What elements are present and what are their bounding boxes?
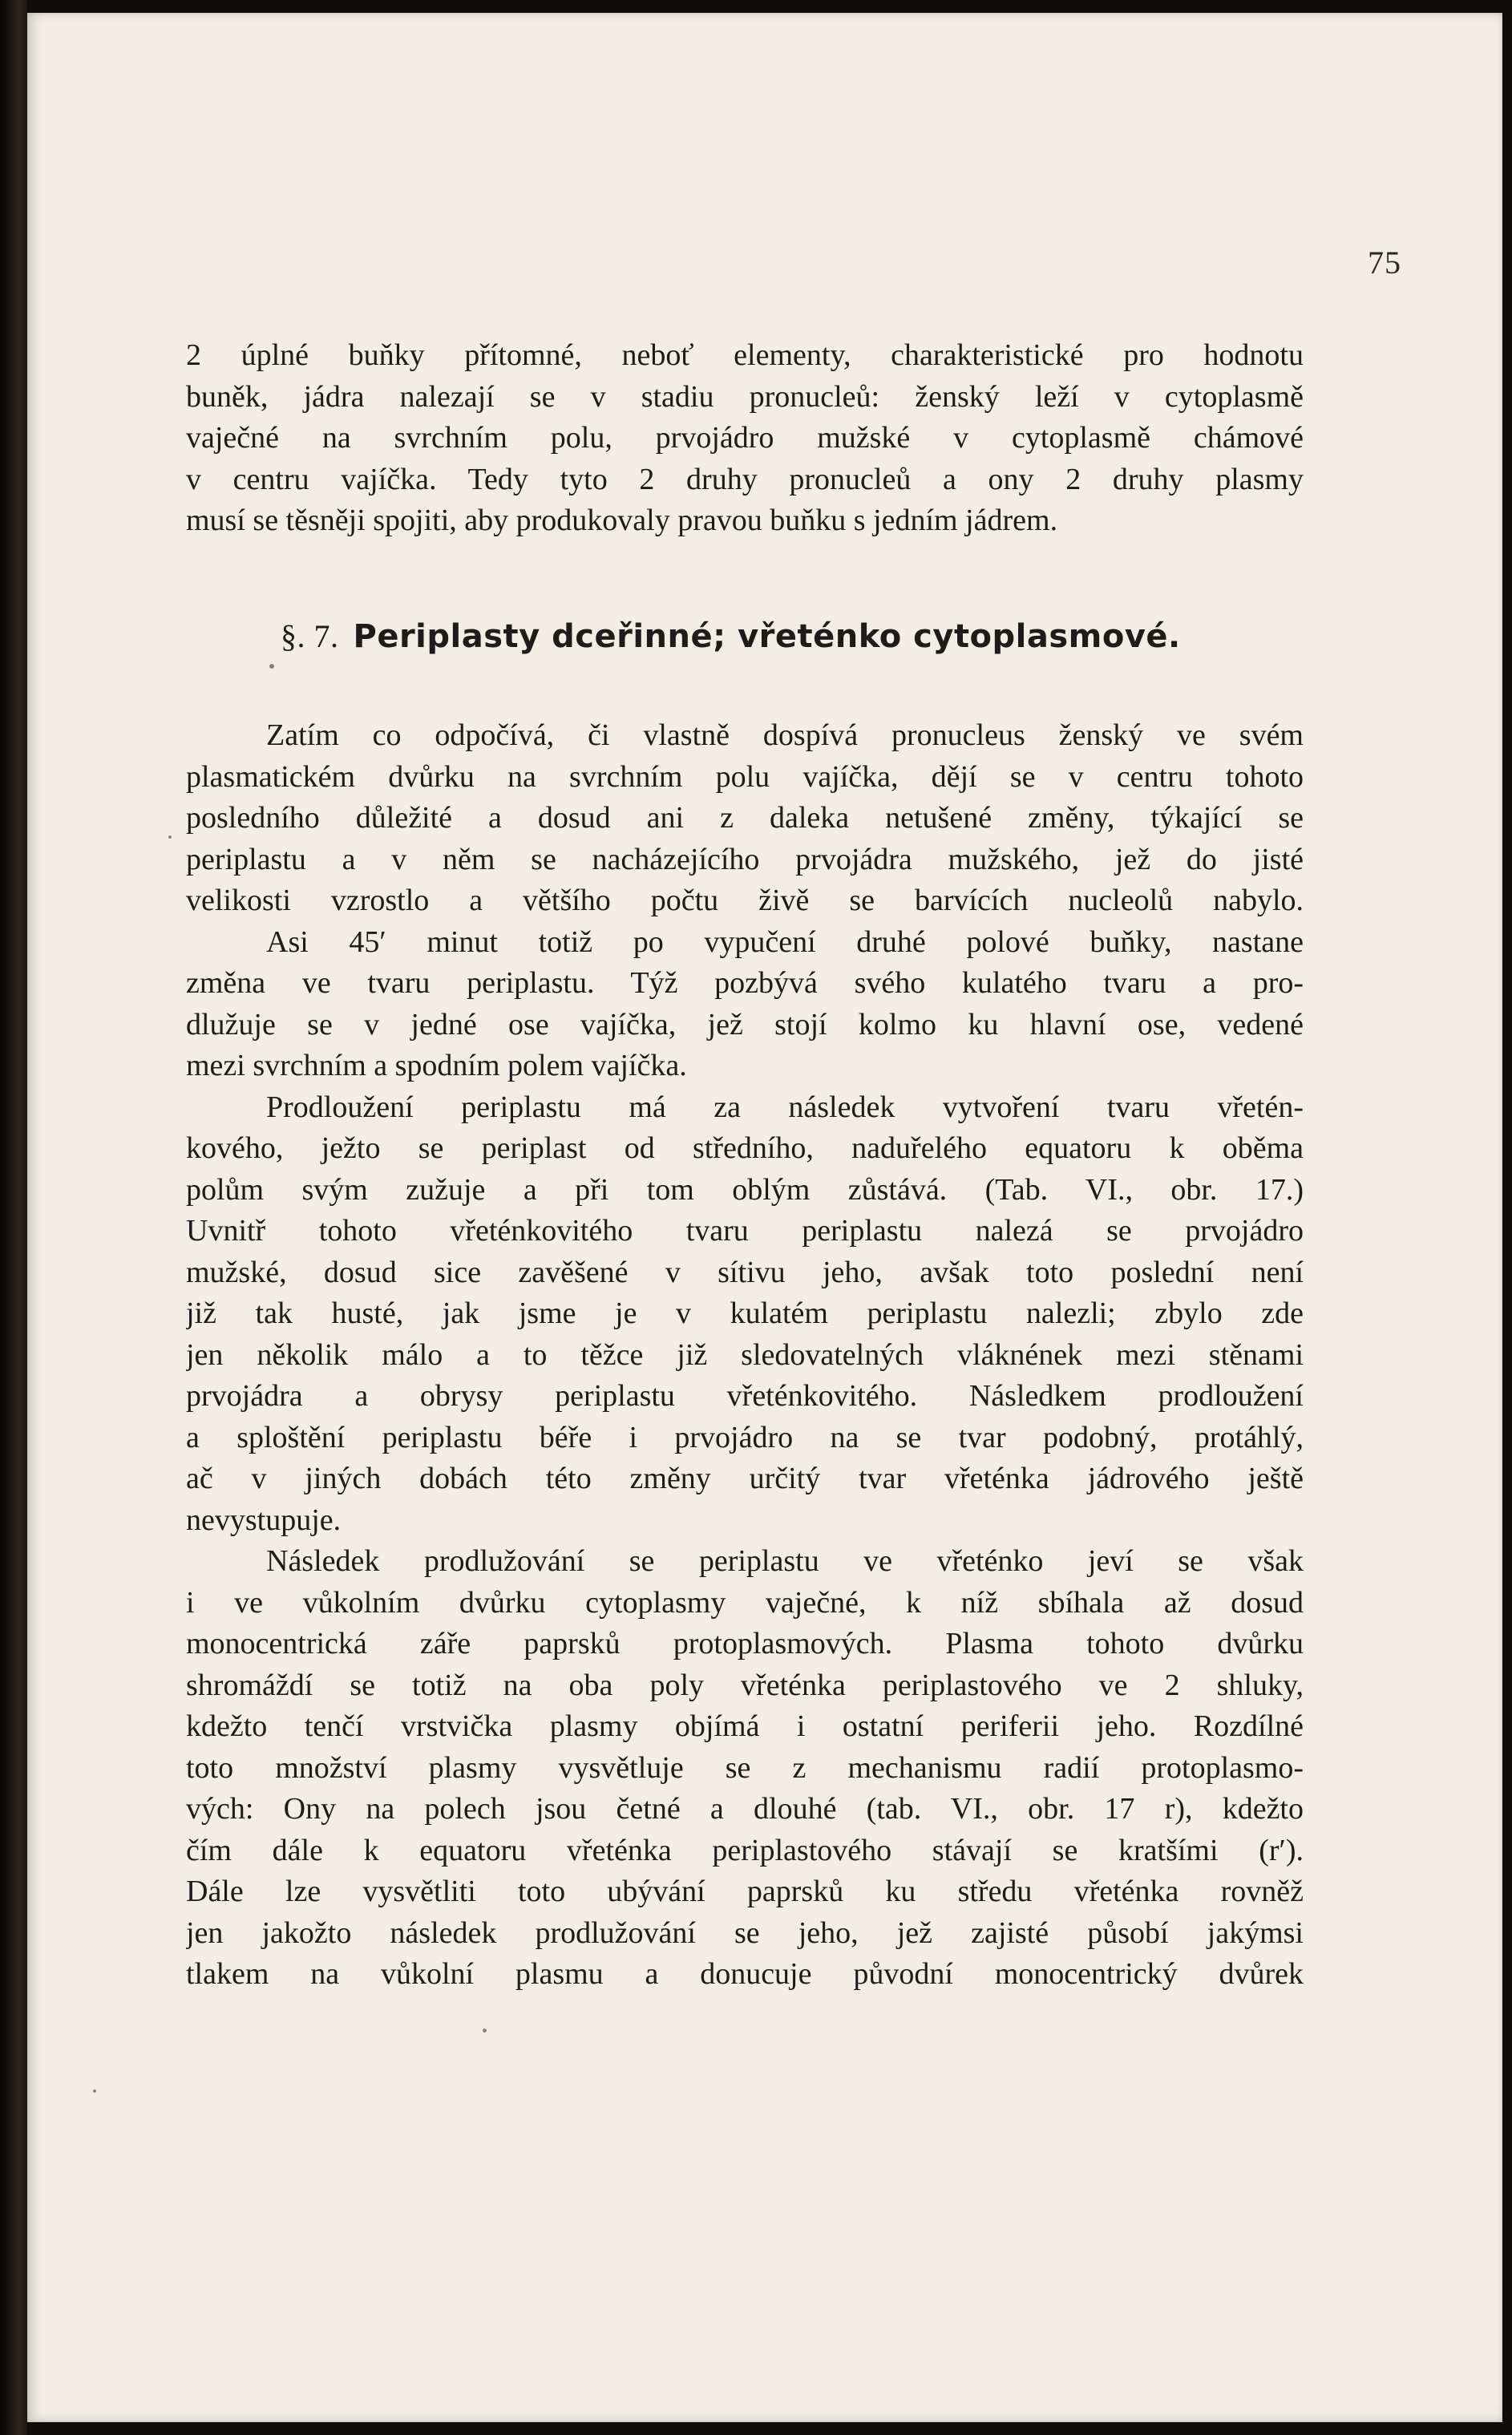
text-line: v centru vajíčka. Tedy tyto 2 druhy pronucleů a ony 2 druhy plasmy xyxy=(186,462,1304,496)
text-line: polům svým zužuje a při tom oblým zůstává. (Tab. VI., obr. 17.) xyxy=(186,1172,1304,1207)
text-line: shromáždí se totiž na oba poly vřeténka periplastového ve 2 shluky, xyxy=(186,1668,1304,1702)
text-line: vaječné na svrchním polu, prvojádro mužské v cytoplasmě chámové xyxy=(186,421,1304,455)
book-page xyxy=(27,13,1502,2422)
text-line: změna ve tvaru periplastu. Týž pozbývá svého kulatého tvaru a pro- xyxy=(186,966,1304,1000)
text-line: velikosti vzrostlo a většího počtu živě se barvících nucleolů nabylo. xyxy=(186,884,1304,917)
text-line: monocentrická záře paprsků protoplasmových. Plasma tohoto dvůrku xyxy=(186,1627,1304,1660)
text-line: kového, ježto se periplast od středního, naduřelého equatoru k oběma xyxy=(186,1131,1304,1165)
text-line: musí se těsněji spojiti, aby produkovaly pravou buňku s jedním jádrem. xyxy=(186,504,1058,537)
paper-speck xyxy=(269,664,274,669)
text-line: 2 úplné buňky přítomné, neboť elementy, charakteristické pro hodnotu xyxy=(186,338,1304,372)
section-title: Periplasty dceřinné; vřeténko cytoplasmové. xyxy=(353,618,1181,655)
body-text xyxy=(186,715,1304,1996)
text-line: vých: Ony na polech jsou četné a dlouhé (tab. VI., obr. 17 r), kdežto xyxy=(186,1792,1304,1826)
text-line: nevystupuje. xyxy=(186,1503,342,1537)
text-line: mužské, dosud sice zavěšené v sítivu jeho, avšak toto poslední není xyxy=(186,1255,1304,1289)
text-line: Zatím co odpočívá, či vlastně dospívá pronucleus ženský ve svém xyxy=(266,718,1304,752)
text-line: Následek prodlužování se periplastu ve vřeténko jeví se však xyxy=(266,1544,1304,1578)
text-line: tlakem na vůkolní plasmu a donucuje původní monocentrický dvůrek xyxy=(186,1957,1304,1991)
text-line: Asi 45′ minut totiž po vypučení druhé polové buňky, nastane xyxy=(266,924,1304,959)
text-line: jen jakožto následek prodlužování se jeho, jež zajisté působí jakýmsi xyxy=(186,1915,1304,1950)
paper-speck xyxy=(93,2089,96,2093)
paper-speck xyxy=(168,835,172,839)
intro-paragraph xyxy=(186,335,1304,542)
text-line: prvojádra a obrysy periplastu vřeténkovitého. Následkem prodloužení xyxy=(186,1379,1304,1413)
section-number: §. 7. xyxy=(281,618,339,654)
page-number: 75 xyxy=(1368,245,1401,281)
text-line: čím dále k equatoru vřeténka periplastového stávají se kratšími (r′). xyxy=(186,1833,1304,1867)
paper-speck xyxy=(483,2028,487,2033)
text-line: již tak husté, jak jsme je v kulatém periplastu nalezli; zbylo zde xyxy=(186,1296,1304,1330)
text-line: buněk, jádra nalezají se v stadiu pronucleů: ženský leží v cytoplasmě xyxy=(186,379,1304,414)
text-line: toto množství plasmy vysvětluje se z mechanismu radií protoplasmo- xyxy=(186,1750,1304,1785)
section-heading xyxy=(281,617,1181,655)
text-line: Dále lze vysvětliti toto ubývání paprsků ku středu vřeténka rovněž xyxy=(186,1875,1304,1908)
text-line: periplastu a v něm se nacházejícího prvojádra mužského, jež do jisté xyxy=(186,842,1304,876)
text-line: jen několik málo a to těžce již sledovatelných vláknének mezi stěnami xyxy=(186,1337,1304,1372)
text-line: i ve vůkolním dvůrku cytoplasmy vaječné, k níž sbíhala až dosud xyxy=(186,1585,1304,1620)
text-line: ač v jiných dobách této změny určitý tvar vřeténka jádrového ještě xyxy=(186,1462,1304,1495)
text-line: a sploštění periplastu béře i prvojádro na se tvar podobný, protáhlý, xyxy=(186,1420,1304,1454)
book-binding-edge xyxy=(0,0,27,2435)
text-line: kdežto tenčí vrstvička plasmy objímá i ostatní periferii jeho. Rozdílné xyxy=(186,1709,1304,1743)
text-line: Uvnitř tohoto vřeténkovitého tvaru periplastu nalezá se prvojádro xyxy=(186,1214,1304,1248)
text-line: mezi svrchním a spodním polem vajíčka. xyxy=(186,1049,687,1082)
text-line: posledního důležité a dosud ani z daleka netušené změny, týkající se xyxy=(186,801,1304,835)
text-line: Prodloužení periplastu má za následek vytvoření tvaru vřetén- xyxy=(266,1090,1304,1124)
text-line: plasmatickém dvůrku na svrchním polu vajíčka, dějí se v centru tohoto xyxy=(186,759,1304,794)
text-line: dlužuje se v jedné ose vajíčka, jež stojí kolmo ku hlavní ose, vedené xyxy=(186,1007,1304,1042)
